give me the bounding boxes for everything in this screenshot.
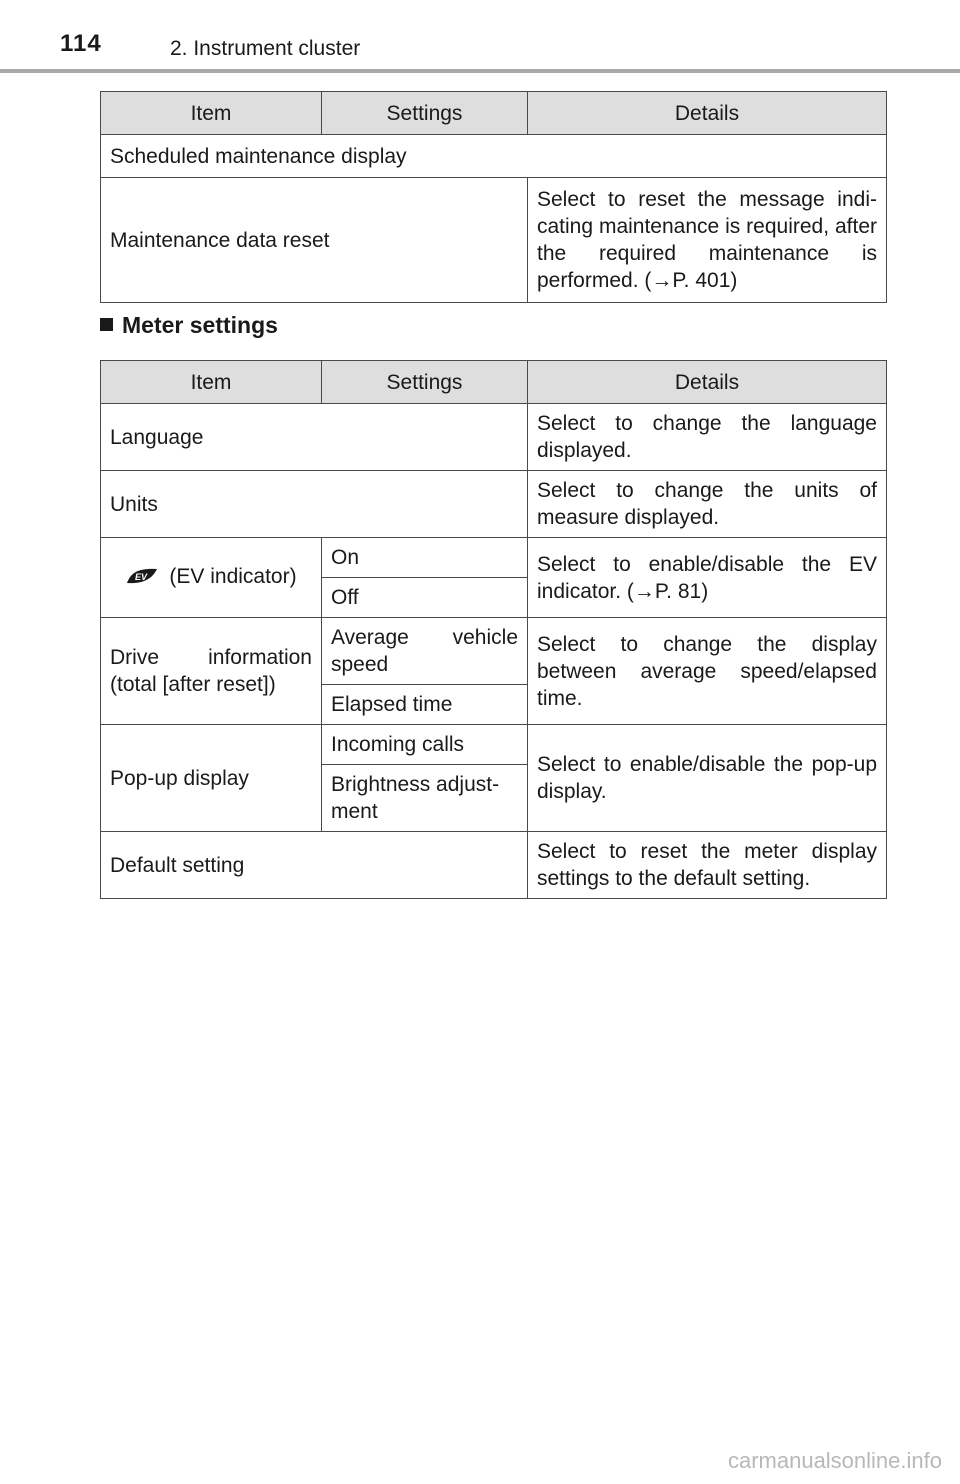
details-units: Select to change the units of measure displayed. (528, 471, 887, 538)
column-header-settings: Settings (322, 361, 528, 404)
table-header-row (101, 361, 887, 404)
item-drive-information: Drive information (total [after reset]) (101, 618, 322, 725)
setting-off: Off (322, 578, 528, 618)
item-default-setting: Default setting (101, 832, 528, 899)
square-bullet-icon (100, 318, 113, 331)
page-number: 114 (60, 30, 102, 57)
section-title: 2. Instrument cluster (170, 37, 361, 60)
column-header-details: Details (528, 361, 887, 404)
watermark-link[interactable]: carmanualsonline.info (727, 1448, 942, 1473)
details-pop-up-display: Select to enable/disable the pop-up display. (528, 725, 887, 832)
item-units: Units (101, 471, 528, 538)
ev-indicator-label: (EV indicator) (169, 564, 297, 588)
meter-settings-title: Meter settings (122, 312, 278, 338)
item-language: Language (101, 404, 528, 471)
table-row (101, 178, 887, 303)
details-maintenance-data-reset: Select to reset the message indi-cating maintenance is required, after the required maintenance is performed. (→P. 401) (528, 178, 887, 303)
table-row (101, 725, 887, 765)
table-row (101, 471, 887, 538)
group-label-scheduled-maintenance: Scheduled maintenance display (101, 135, 887, 178)
table-header-row (101, 92, 887, 135)
table-row (101, 832, 887, 899)
setting-average-vehicle-speed: Average vehicle speed (322, 618, 528, 685)
setting-elapsed-time: Elapsed time (322, 685, 528, 725)
item-pop-up-display: Pop-up display (101, 725, 322, 832)
details-language: Select to change the language displayed. (528, 404, 887, 471)
item-ev-indicator (101, 538, 322, 618)
table-row (101, 618, 887, 685)
maintenance-settings-table (100, 91, 887, 303)
details-default-setting: Select to reset the meter display settings to the default setting. (528, 832, 887, 899)
meter-settings-table (100, 360, 887, 899)
table-row (101, 404, 887, 471)
setting-incoming-calls: Incoming calls (322, 725, 528, 765)
column-header-settings: Settings (322, 92, 528, 135)
header-divider (0, 69, 960, 73)
setting-on: On (322, 538, 528, 578)
page-header (0, 0, 960, 72)
column-header-item: Item (101, 361, 322, 404)
details-ev-indicator: Select to enable/disable the EV indicator. (→P. 81) (528, 538, 887, 618)
meter-settings-heading (100, 312, 278, 339)
table-row (101, 538, 887, 578)
ev-indicator-icon (125, 566, 159, 593)
details-drive-information: Select to change the display between average speed/elapsed time. (528, 618, 887, 725)
svg-text:EV: EV (135, 571, 148, 582)
table-group-row (101, 135, 887, 178)
column-header-item: Item (101, 92, 322, 135)
column-header-details: Details (528, 92, 887, 135)
item-maintenance-data-reset: Maintenance data reset (101, 178, 528, 303)
setting-brightness-adjustment: Brightness adjust-ment (322, 765, 528, 832)
